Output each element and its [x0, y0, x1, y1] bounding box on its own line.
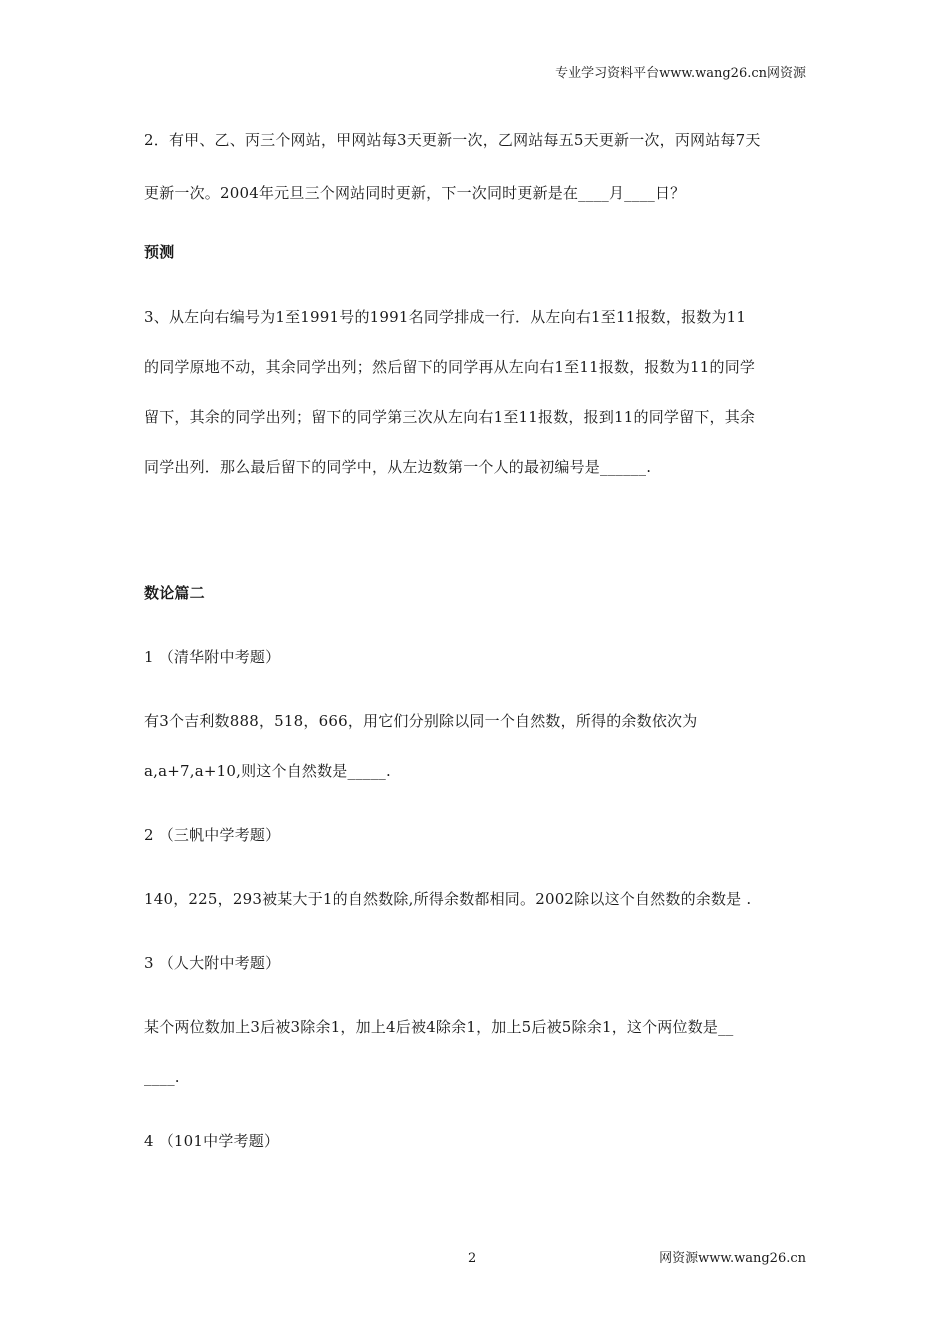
page-number: 2 [468, 1251, 477, 1266]
page-header: 专业学习资料平台www.wang26.cn网资源 [555, 66, 806, 81]
q2-line-2: 更新一次。2004年元旦三个网站同时更新，下一次同时更新是在____月____日？ [144, 184, 686, 202]
q3-line-4: 同学出列．那么最后留下的同学中，从左边数第一个人的最初编号是______. [144, 458, 652, 476]
prediction-heading: 预测 [144, 243, 175, 261]
q3-line-3: 留下，其余的同学出列；留下的同学第三次从左向右1至11报数，报到11的同学留下，其余 [144, 408, 756, 426]
section-heading: 数论篇二 [144, 584, 205, 602]
page-footer-site: 网资源www.wang26.cn [659, 1251, 806, 1266]
q2-line-1: 2．有甲、乙、丙三个网站，甲网站每3天更新一次，乙网站每五5天更新一次，丙网站每7天 [144, 131, 761, 149]
problem-3-line-1: 某个两位数加上3后被3除余1，加上4后被4除余1，加上5后被5除余1，这个两位数是__ [144, 1018, 734, 1036]
problem-1-line-2: a,a+7,a+10,则这个自然数是_____. [144, 762, 391, 780]
problem-2-label: 2 （三帆中学考题） [144, 826, 281, 844]
q3-line-2: 的同学原地不动，其余同学出列；然后留下的同学再从左向右1至11报数，报数为11的同学 [144, 358, 756, 376]
problem-1-label: 1 （清华附中考题） [144, 648, 281, 666]
problem-3-label: 3 （人大附中考题） [144, 954, 281, 972]
q3-line-1: 3、从左向右编号为1至1991号的1991名同学排成一行．从左向右1至11报数，报数为11 [144, 308, 747, 326]
problem-3-line-2: ____. [144, 1068, 180, 1086]
problem-2-line-1: 140，225，293被某大于1的自然数除,所得余数都相同。2002除以这个自然数的余数是 . [144, 890, 752, 908]
problem-4-label: 4 （101中学考题） [144, 1132, 280, 1150]
problem-1-line-1: 有3个吉利数888，518，666，用它们分别除以同一个自然数，所得的余数依次为 [144, 712, 698, 730]
